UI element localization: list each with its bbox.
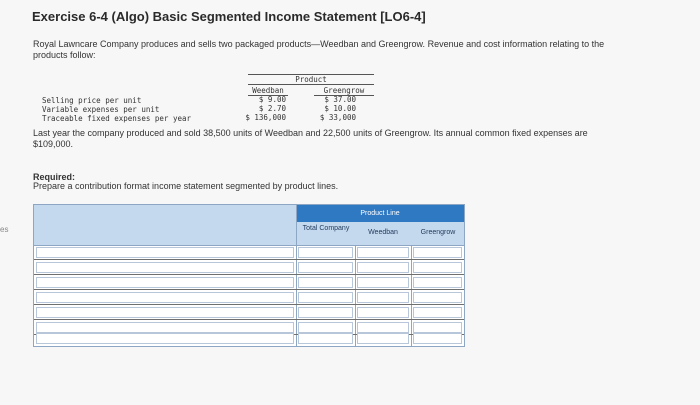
weedban-header: Weedban	[368, 229, 398, 236]
greengrow-input[interactable]	[413, 333, 462, 344]
weedban-traceable-fixed: $ 136,000	[245, 113, 286, 122]
greengrow-input[interactable]	[413, 262, 462, 273]
greengrow-input[interactable]	[413, 277, 462, 288]
total-company-input[interactable]	[298, 262, 353, 273]
row-label-selling-price: Selling price per unit	[42, 96, 142, 105]
weedban-input[interactable]	[357, 247, 409, 258]
table-row	[34, 305, 464, 320]
weedban-input[interactable]	[357, 262, 409, 273]
weedban-selling-price: $ 9.00	[258, 95, 286, 104]
greengrow-variable-expenses: $ 10.00	[324, 104, 356, 113]
row-label-traceable-fixed: Traceable fixed expenses per year	[42, 114, 192, 123]
greengrow-input[interactable]	[413, 307, 462, 318]
total-company-input[interactable]	[298, 292, 353, 303]
greengrow-selling-price: $ 37.00	[324, 95, 356, 104]
total-company-input[interactable]	[298, 307, 353, 318]
weedban-variable-expenses: $ 2.70	[258, 104, 286, 113]
exercise-title: Exercise 6-4 (Algo) Basic Segmented Income Statement [LO6-4]	[32, 9, 426, 24]
required-heading: Required:	[33, 172, 76, 182]
greengrow-input[interactable]	[413, 292, 462, 303]
weedban-input[interactable]	[357, 307, 409, 318]
greengrow-input[interactable]	[413, 247, 462, 258]
row-label-variable-expenses: Variable expenses per unit	[42, 105, 160, 114]
side-margin-text: es	[0, 225, 9, 234]
greengrow-traceable-fixed: $ 33,000	[319, 113, 356, 122]
scenario-paragraph: Last year the company produced and sold 38,500 units of Weedban and 22,500 units of Greengrow. Its annual common fixed expenses are $109,000.	[33, 128, 588, 149]
table-row	[34, 260, 464, 275]
col-header-weedban: Weedban	[248, 86, 288, 96]
header-divider	[296, 205, 297, 245]
weedban-input[interactable]	[357, 277, 409, 288]
table-row	[34, 275, 464, 290]
table-row	[34, 290, 464, 305]
greengrow-header: Greengrow	[420, 229, 456, 236]
row-label-input[interactable]	[36, 292, 294, 303]
table-row	[34, 331, 464, 346]
table-row	[34, 245, 464, 260]
row-label-input[interactable]	[36, 307, 294, 318]
row-label-input[interactable]	[36, 333, 294, 344]
col-header-greengrow: Greengrow	[314, 86, 374, 96]
product-group-header: Product	[248, 74, 374, 85]
income-statement-table	[33, 204, 465, 347]
weedban-input[interactable]	[357, 333, 409, 344]
row-label-input[interactable]	[36, 277, 294, 288]
total-company-input[interactable]	[298, 277, 353, 288]
product-line-header: Product Line	[296, 205, 464, 222]
intro-text: Royal Lawncare Company produces and sells two packaged products—Weedban and Greengrow. Revenue and cost information relating to the products follow:	[33, 39, 605, 60]
row-label-input[interactable]	[36, 247, 294, 258]
weedban-input[interactable]	[357, 292, 409, 303]
total-company-input[interactable]	[298, 247, 353, 258]
total-company-input[interactable]	[298, 333, 353, 344]
row-label-input[interactable]	[36, 262, 294, 273]
total-company-header: Total Company	[302, 225, 350, 232]
required-instruction: Prepare a contribution format income statement segmented by product lines.	[33, 181, 339, 191]
table-header	[34, 205, 464, 246]
